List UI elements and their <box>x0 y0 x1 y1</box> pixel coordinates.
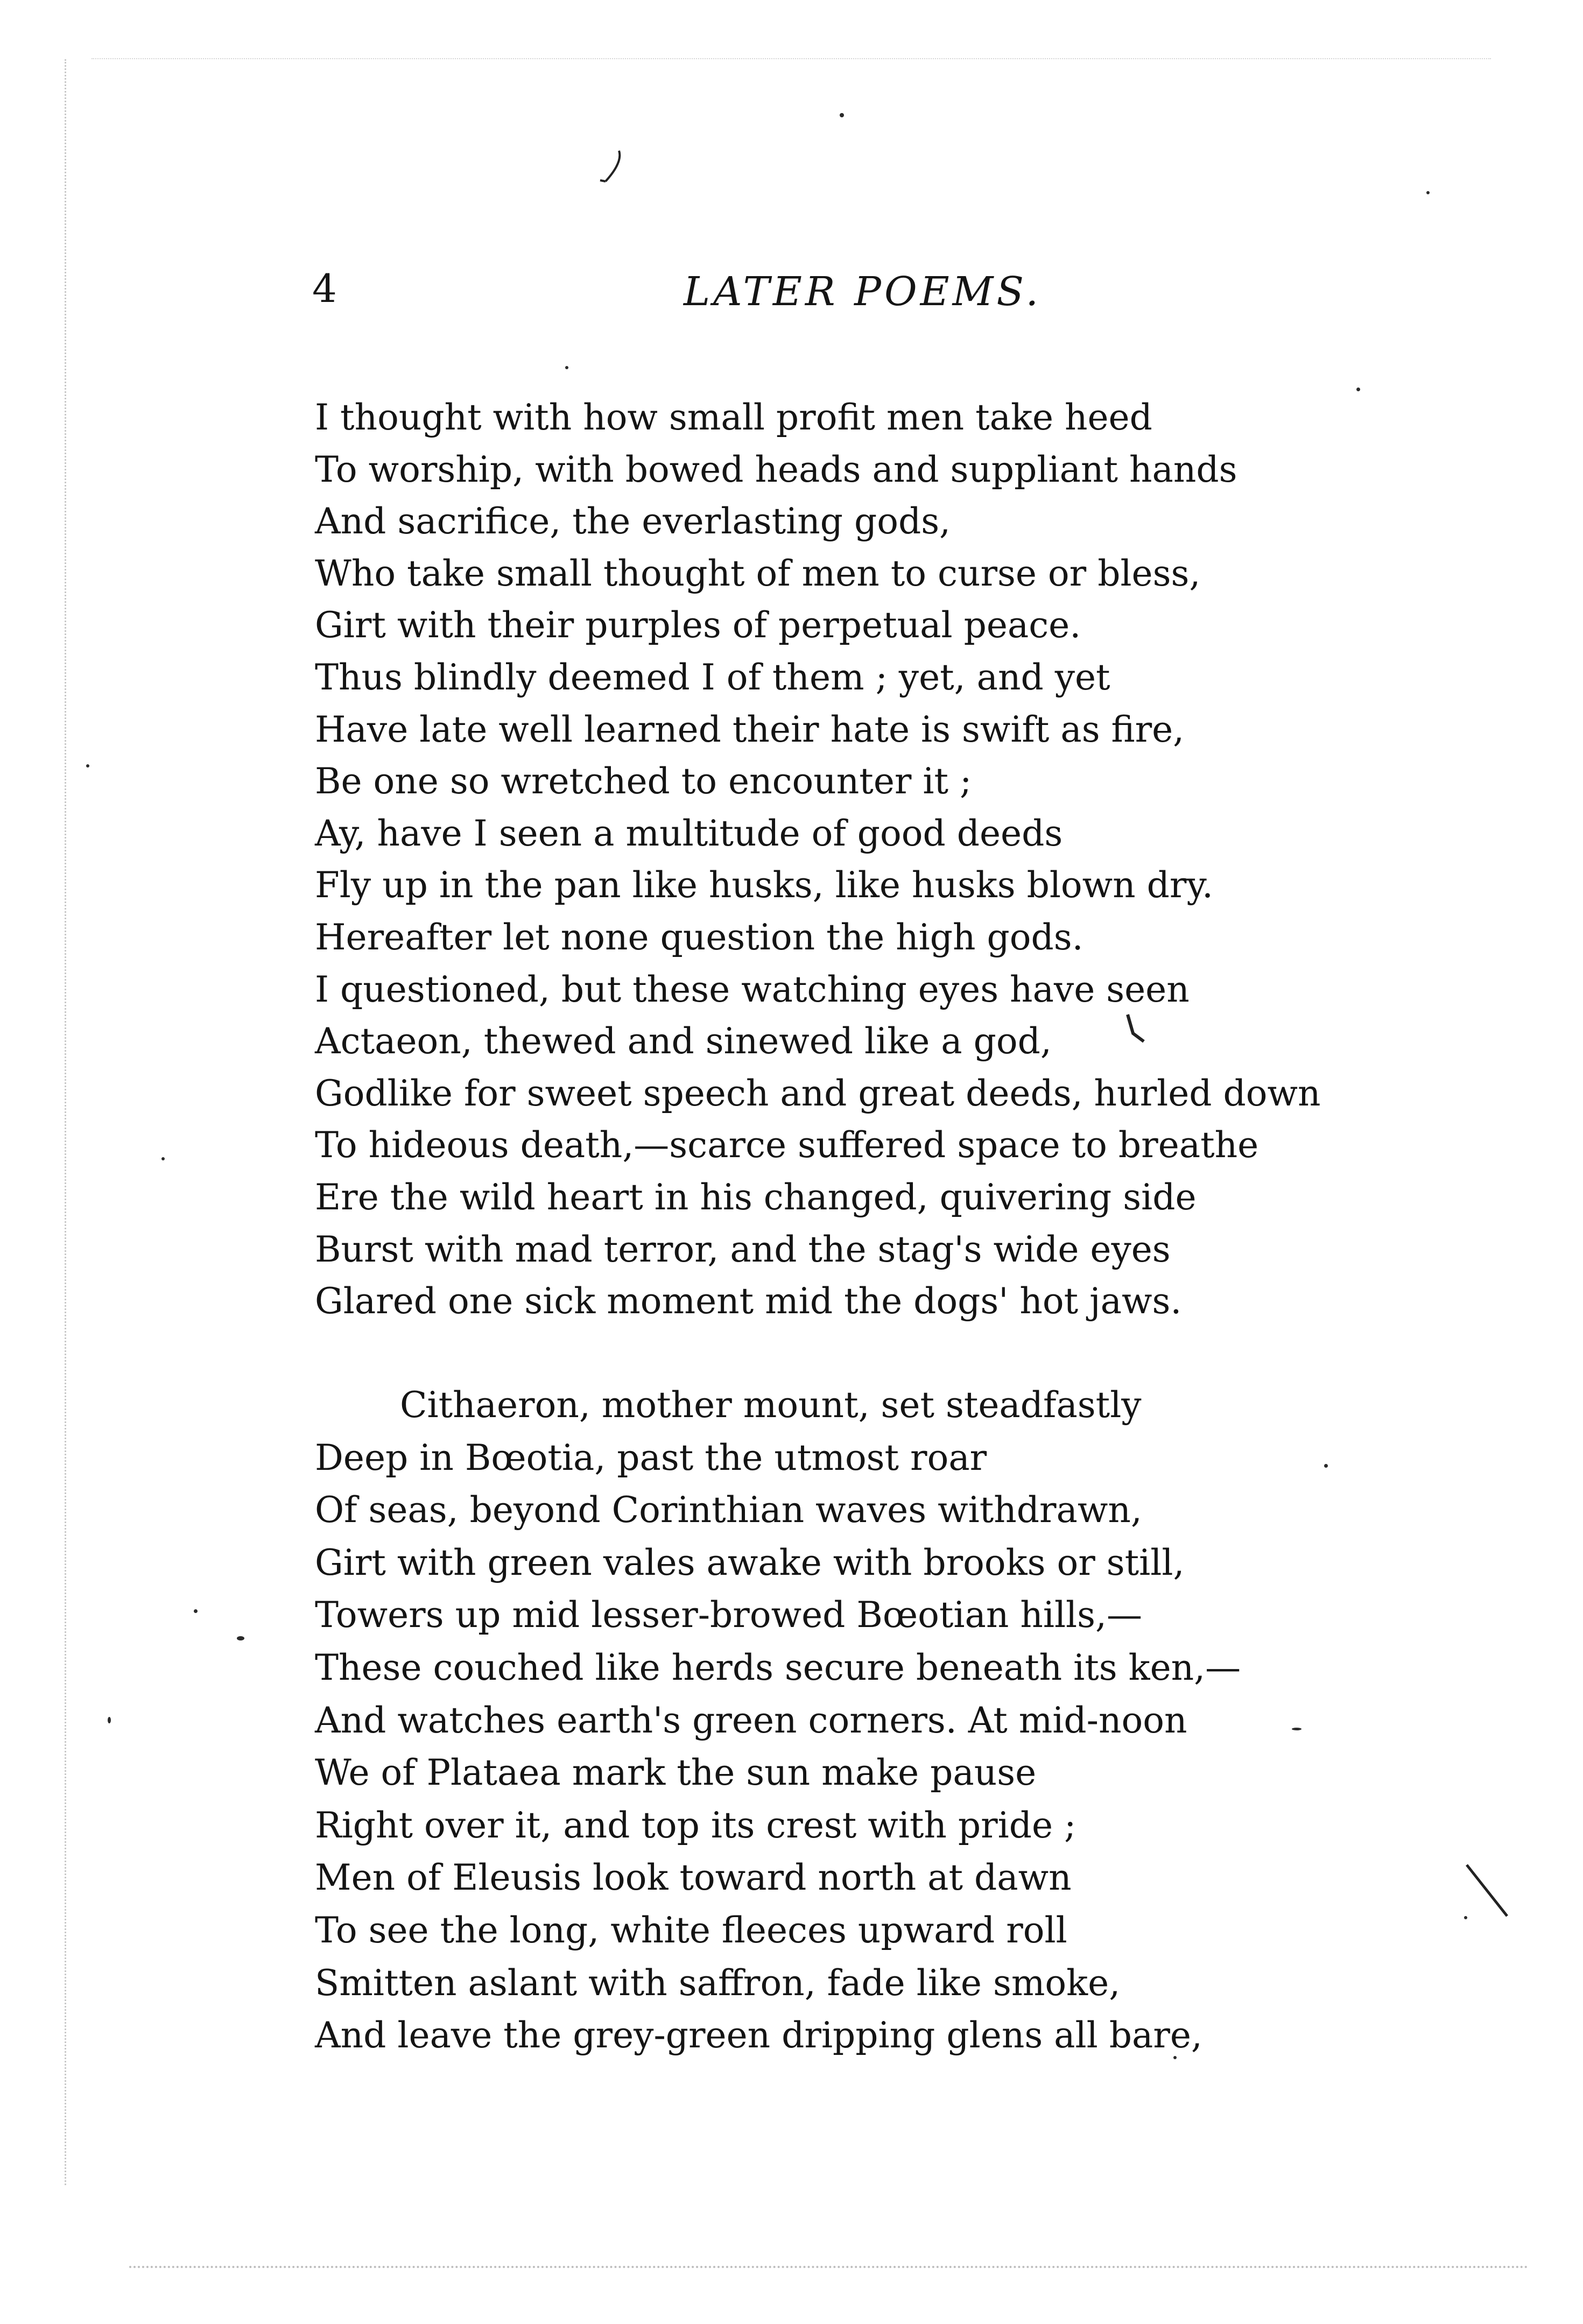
verse-line: To see the long, white fleeces upward roll <box>315 1909 1067 1951</box>
verse-line: Have late well learned their hate is swift as fire, <box>315 708 1185 750</box>
pen-mark-icon <box>597 148 630 186</box>
stanza-1 <box>315 392 1321 1328</box>
verse-line: Actaeon, thewed and sinewed like a god, <box>315 1020 1052 1062</box>
verse-line: Smitten aslant with saffron, fade like smoke, <box>315 1962 1121 2004</box>
verse-line: Burst with mad terror, and the stag's wide eyes <box>315 1228 1171 1270</box>
verse-line: Be one so wretched to encounter it ; <box>315 760 972 802</box>
verse-line: And leave the grey-green dripping glens all bare, <box>315 2015 1202 2057</box>
verse-line: Towers up mid lesser-browed Bœotian hills,— <box>315 1594 1143 1636</box>
verse-line: Godlike for sweet speech and great deeds, hurled down <box>315 1072 1321 1114</box>
verse-line: Who take small thought of men to curse or bless, <box>315 552 1201 594</box>
ink-speck <box>1324 1464 1328 1468</box>
stanza-2 <box>315 1379 1241 2062</box>
verse-line: Ay, have I seen a multitude of good deeds <box>315 812 1063 854</box>
page-number: 4 <box>312 266 337 311</box>
ink-speck <box>1292 1728 1301 1730</box>
ink-speck <box>161 1157 165 1160</box>
verse-line-indented: Cithaeron, mother mount, set steadfastly <box>400 1384 1142 1426</box>
ink-speck <box>1426 191 1430 194</box>
verse-line: Ere the wild heart in his changed, quivering side <box>315 1176 1197 1218</box>
ink-speck <box>840 113 844 117</box>
verse-line: Fly up in the pan like husks, like husks blown dry. <box>315 864 1213 906</box>
ink-speck <box>237 1636 244 1640</box>
ink-speck <box>1356 388 1360 391</box>
verse-line: Glared one sick moment mid the dogs' hot jaws. <box>315 1280 1182 1322</box>
scan-edge-bottom <box>129 2266 1529 2270</box>
verse-line: Girt with green vales awake with brooks or still, <box>315 1541 1185 1583</box>
verse-line: To hideous death,—scarce suffered space to breathe <box>315 1124 1259 1166</box>
verse-line: To worship, with bowed heads and suppliant hands <box>315 448 1237 490</box>
scan-edge-left <box>65 59 72 2185</box>
verse-line: Girt with their purples of perpetual peace. <box>315 604 1081 646</box>
scan-edge-top <box>92 58 1491 61</box>
verse-line: I thought with how small profit men take heed <box>315 397 1152 438</box>
verse-line: Right over it, and top its crest with pride ; <box>315 1804 1077 1846</box>
verse-line: Thus blindly deemed I of them ; yet, and yet <box>315 656 1110 698</box>
verse-line: And watches earth's green corners. At mid-noon <box>315 1699 1187 1741</box>
verse-line: Hereafter let none question the high gods. <box>315 916 1084 958</box>
verse-line: And sacrifice, the everlasting gods, <box>315 501 951 543</box>
ink-speck <box>565 366 568 369</box>
ink-speck <box>108 1717 111 1723</box>
ink-speck <box>86 764 89 767</box>
margin-stroke-icon <box>1464 1862 1512 1921</box>
verse-line: Men of Eleusis look toward north at dawn <box>315 1857 1072 1899</box>
running-head: LATER POEMS. <box>684 269 1042 315</box>
verse-line: Of seas, beyond Corinthian waves withdrawn, <box>315 1489 1142 1531</box>
verse-line: We of Plataea mark the sun make pause <box>315 1752 1037 1794</box>
verse-line: Deep in Bœotia, past the utmost roar <box>315 1436 987 1478</box>
verse-line: I questioned, but these watching eyes have seen <box>315 968 1190 1010</box>
verse-line: These couched like herds secure beneath its ken,— <box>315 1646 1241 1688</box>
ink-speck <box>194 1609 198 1613</box>
